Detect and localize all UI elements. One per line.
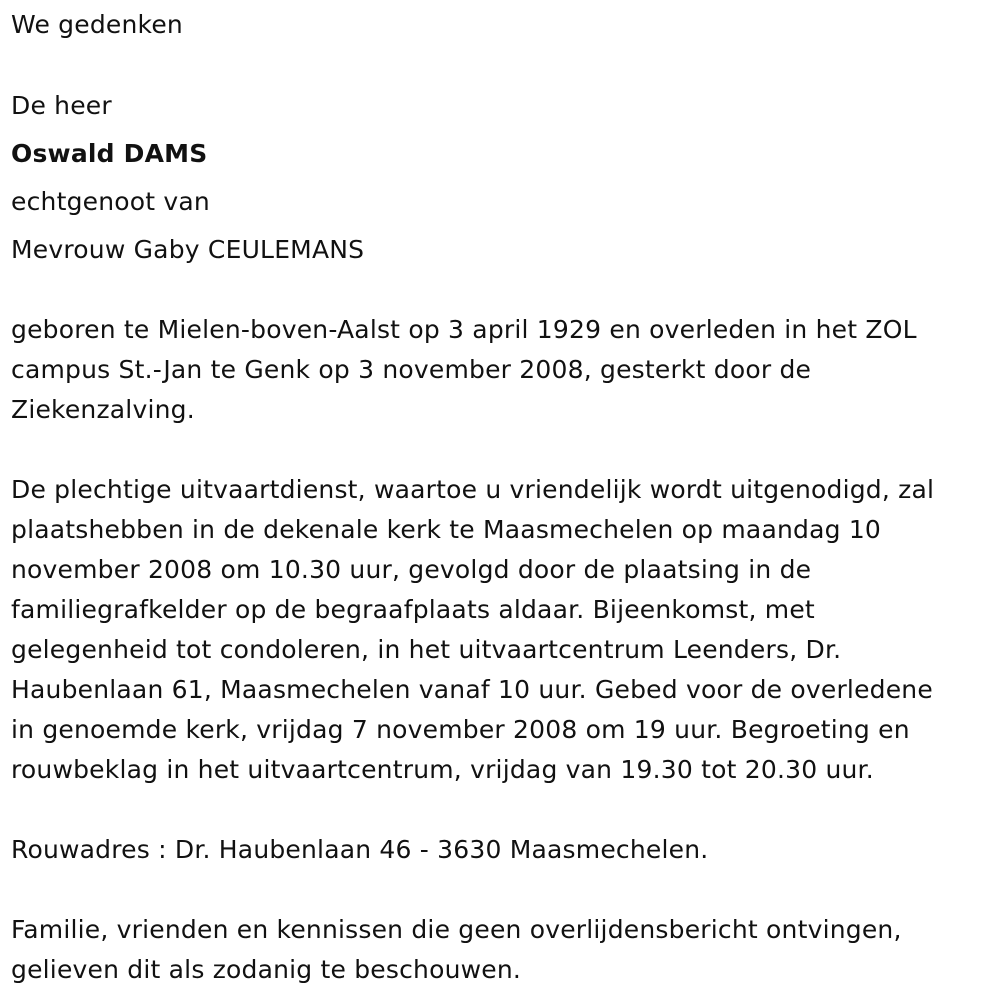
paragraph-line: familiegrafkelder op de begraafplaats aldaar. Bijeenkomst, met [11,595,815,624]
title-prefix: De heer [11,91,112,120]
paragraph-line: november 2008 om 10.30 uur, gevolgd door de plaatsing in de [11,555,812,584]
paragraph-line: gelegenheid tot condoleren, in het uitvaartcentrum Leenders, Dr. [11,635,842,664]
paragraph-line: Familie, vrienden en kennissen die geen overlijdensbericht ontvingen, [11,915,902,944]
paragraph-line: in genoemde kerk, vrijdag 7 november 2008 om 19 uur. Begroeting en [11,715,910,744]
paragraph-line: plaatshebben in de dekenale kerk te Maasmechelen op maandag 10 [11,515,882,544]
paragraph-line: geboren te Mielen-boven-Aalst op 3 april 1929 en overleden in het ZOL [11,315,917,344]
paragraph-line: Ziekenzalving. [11,395,195,424]
paragraph-line: gelieven dit als zodanig te beschouwen. [11,955,522,984]
relation-line: echtgenoot van [11,187,210,216]
birth-death-paragraph [11,310,986,430]
paragraph-line: De plechtige uitvaartdienst, waartoe u vriendelijk wordt uitgenodigd, zal [11,475,935,504]
paragraph-line: Haubenlaan 61, Maasmechelen vanaf 10 uur. Gebed voor de overledene [11,675,933,704]
spouse-name: Mevrouw Gaby CEULEMANS [11,235,365,264]
intro-line: We gedenken [11,10,183,39]
address-paragraph [11,830,986,870]
paragraph-line: rouwbeklag in het uitvaartcentrum, vrijdag van 19.30 tot 20.30 uur. [11,755,874,784]
funeral-paragraph [11,470,986,790]
paragraph-line: Rouwadres : Dr. Haubenlaan 46 - 3630 Maasmechelen. [11,835,709,864]
deceased-name: Oswald DAMS [11,139,208,168]
paragraph-line: campus St.-Jan te Genk op 3 november 2008, gesterkt door de [11,355,812,384]
closing-paragraph [11,910,986,990]
